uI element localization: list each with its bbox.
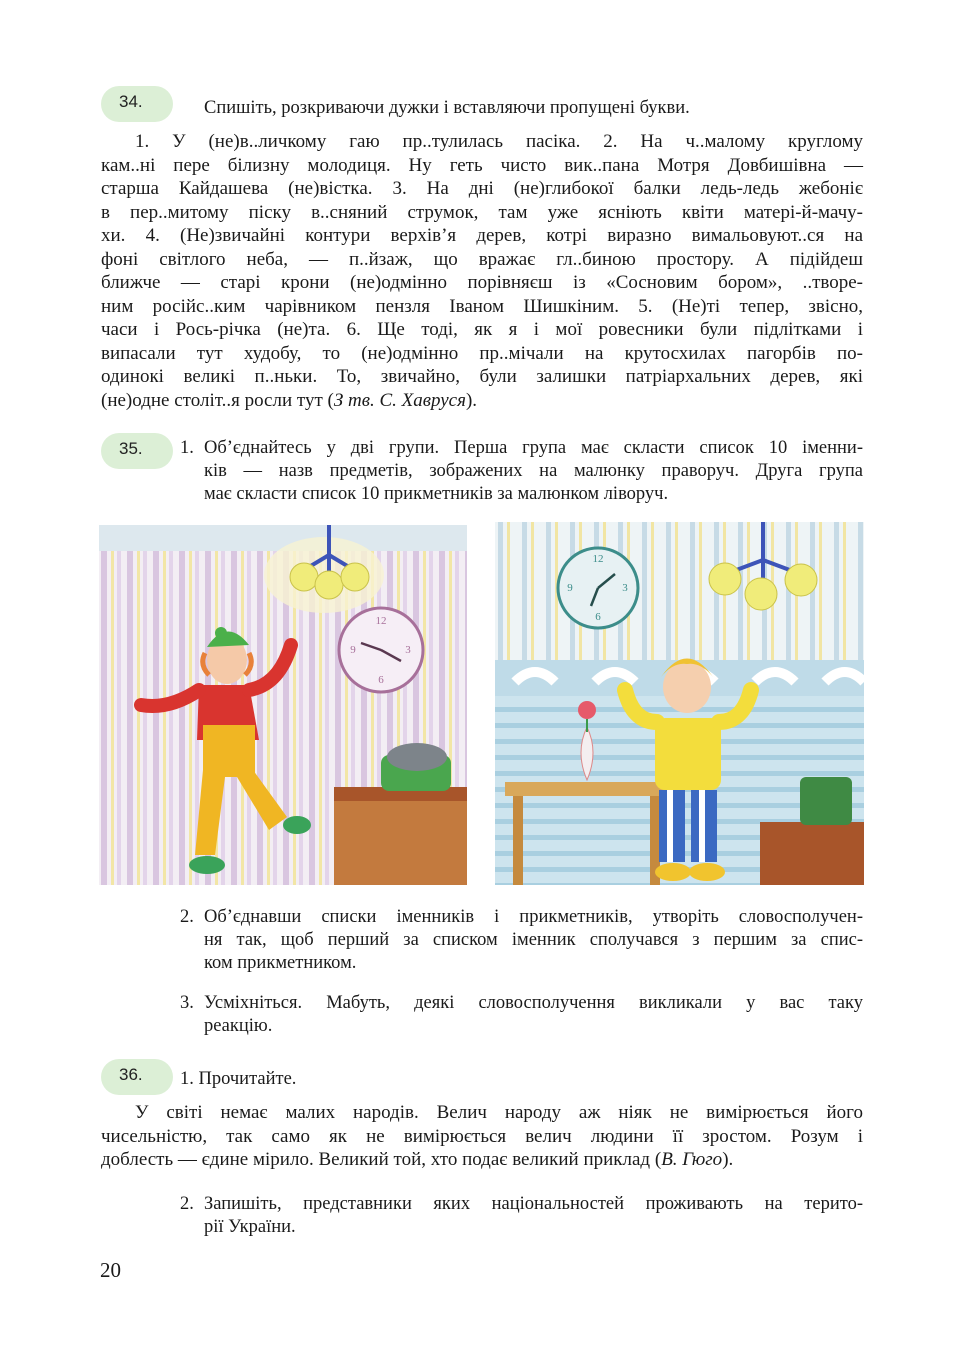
page-number: 20: [100, 1258, 121, 1282]
exercise-34-number: 34.: [119, 92, 143, 111]
ex34-line: часи і Рось-річка (не)та. 6. Ще тоді, як я і мої ровесники були підлітками і: [101, 319, 863, 340]
ex34-source: З тв. С. Хавруся: [333, 389, 466, 411]
left-illustration-svg: [99, 525, 467, 885]
lamp-bulb: [745, 578, 777, 610]
right-illustration-svg: [495, 522, 864, 885]
exercise-35-item-2: [180, 906, 863, 975]
item-text-line: Об’єднайтесь у дві групи. Перша група має скласти список 10 іменни-: [204, 438, 863, 458]
right-illustration: [495, 522, 864, 885]
item-text-line: Запишіть, представники яких національностей проживають на терито-: [204, 1194, 863, 1214]
left-illustration: [99, 525, 467, 885]
exercise-35-item-1: [180, 437, 863, 506]
item-text-line: ком прикметником.: [204, 953, 357, 973]
item-text-line: реакцію.: [204, 1016, 273, 1036]
clock-label-12: 12: [592, 553, 604, 565]
ex34-line: випасали тут худобу, то (не)одмінно пр..мічали на крутосхилах пагорбів по-: [101, 342, 863, 364]
exercise-36-item-2: [180, 1193, 863, 1239]
exercise-35-badge: [101, 433, 173, 469]
exercise-34-badge: [101, 86, 173, 122]
lamp-bulb: [785, 564, 817, 596]
clock-label-12: 12: [375, 615, 387, 627]
quote-author: В. Гюго: [661, 1149, 723, 1170]
table-top: [505, 782, 670, 796]
clock-label-3: 3: [622, 582, 628, 594]
item-text-line: рії України.: [204, 1217, 296, 1237]
ex34-line: в пер..митому піску в..сняний струмок, там уже ясніють квіти матері-й-мачу-: [101, 201, 863, 223]
item-number: 2.: [180, 1194, 194, 1214]
exercise-36-quote: [101, 1101, 863, 1172]
flower: [578, 701, 596, 719]
lamp-bulb: [341, 563, 369, 591]
ex34-line: ним російс..ким чарівником пензля Іваном Шишкіним. 5. (Не)ті тепер, звісно,: [101, 295, 863, 317]
quote-last-line: [101, 1148, 863, 1172]
ex34-line: фоні світлого неба, — п..йзаж, що вражає гл..биною простору. А підійдеш: [101, 248, 863, 270]
exercise-35-number: 35.: [119, 439, 143, 458]
ex34-line: старша Кайдашева (не)вістка. 3. На дні (не)глибокої балки ледь-ледь жебоніє: [101, 178, 863, 199]
ex34-line: одинокі великі п..ньки. То, звичайно, були залишки патріархальних дерев, які: [101, 366, 863, 387]
lamp-bulb: [290, 563, 318, 591]
item-number: 2.: [180, 907, 194, 927]
wall-clock-left: [339, 608, 423, 692]
item-text-line: ків — назв предметів, зображених на малюнку праворуч. Друга група: [204, 461, 863, 481]
item-text-line: Усміхніться. Мабуть, деякі словосполучення викликали у вас таку: [204, 993, 863, 1013]
exercise-36-badge: [101, 1059, 173, 1095]
exercise-35-item-3: [180, 992, 863, 1038]
quote-line: чисельністю, так само як не вимірюється велич людини її зростом. Розум і: [101, 1125, 863, 1147]
ex34-last-start: (не)одне століт..я росли тут (: [101, 389, 334, 411]
exercise-36-number: 36.: [119, 1065, 143, 1084]
wall-clock-right: [558, 548, 638, 628]
item-text-line: Об’єднавши списки іменників і прикметників, утворіть словосполучен-: [204, 907, 863, 927]
quote-last-start: доблесть — єдине мірило. Великий той, хто подає великий приклад (: [101, 1149, 662, 1170]
quote-last-end: ).: [722, 1149, 734, 1170]
exercise-34-instruction: Спишіть, розкриваючи дужки і вставляючи пропущені букви.: [204, 98, 690, 118]
ex34-line: ближче — старі крони (не)одмінно порівняєш із «Сосновим бором», ..творе-: [101, 272, 863, 293]
cat: [387, 743, 447, 771]
item-number: 1.: [180, 438, 194, 458]
item-text-line: має скласти список 10 прикметників за малюнком ліворуч.: [204, 484, 669, 504]
top-border: [99, 525, 467, 551]
ex34-line: хи. 4. (Не)звичайні контури верхів’я дерев, котрі виразно вимальовуют..ся на: [101, 225, 863, 246]
clock-label-9: 9: [567, 582, 573, 594]
quote-line: У світі немає малих народів. Велич народу аж ніяк не вимірюється його: [135, 1102, 863, 1123]
ex34-line: 1. У (не)в..личкому гаю пр..тулилась пасіка. 2. На ч..малому круглому: [135, 131, 863, 152]
green-cushion: [800, 777, 852, 825]
lamp-bulb: [709, 563, 741, 595]
exercise-36-item-1: 1. Прочитайте.: [180, 1069, 297, 1089]
clock-label-6: 6: [378, 674, 384, 686]
clock-label-3: 3: [405, 644, 411, 656]
ex34-last-end: ).: [465, 389, 478, 411]
item-number: 3.: [180, 993, 194, 1013]
clock-label-6: 6: [595, 611, 601, 623]
ex34-last-line: [101, 389, 863, 413]
lamp-bulb: [315, 571, 343, 599]
exercise-34-text: [101, 130, 863, 412]
item-text-line: ня так, щоб перший за списком іменник сполучався з першим за спис-: [204, 930, 863, 950]
clock-label-9: 9: [350, 644, 356, 656]
ex34-line: кам..ні пере білизну молодиця. Ну геть чисто вик..пана Мотря Довбишівна —: [101, 154, 863, 176]
